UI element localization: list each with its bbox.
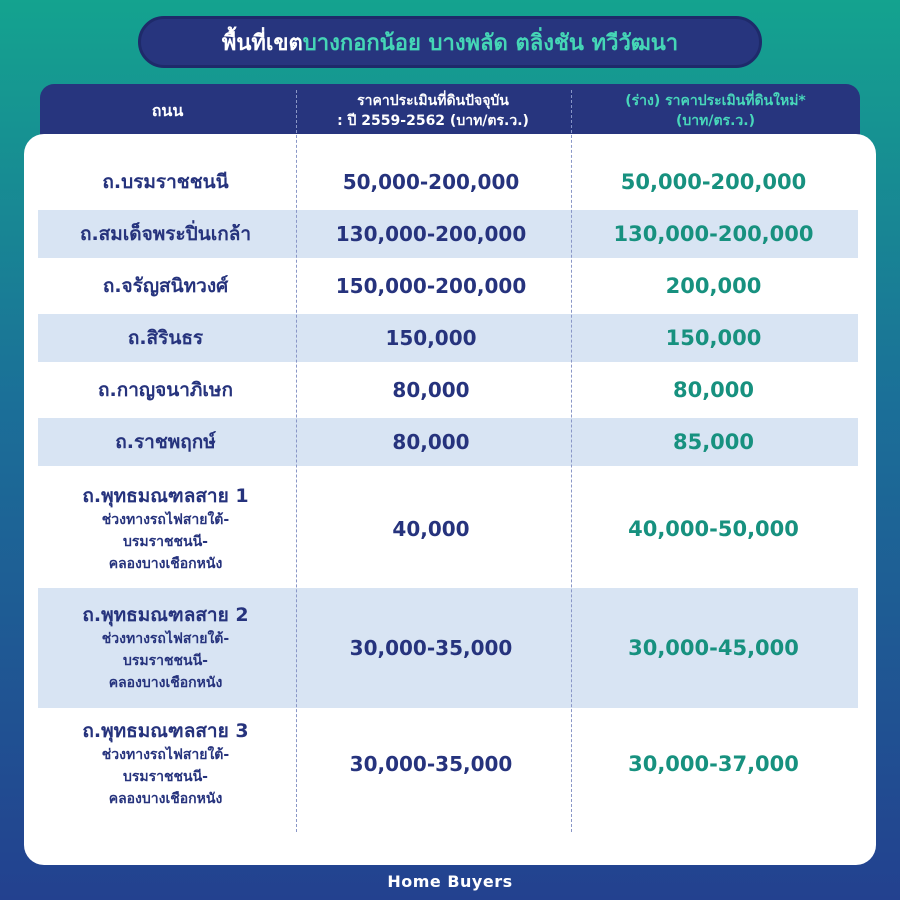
current-price: 40,000	[392, 517, 470, 541]
road-name: ถ.พุทธมณฑลสาย 2 ช่วงทางรถไฟสายใต้- บรมราชชนนี- คลองบางเชือกหนัง	[82, 604, 249, 691]
table-row	[38, 418, 858, 466]
current-price: 30,000-35,000	[349, 752, 513, 776]
new-price: 30,000-45,000	[628, 636, 799, 660]
road-name: ถ.สมเด็จพระปิ่นเกล้า	[79, 223, 252, 245]
title-districts: บางกอกน้อย บางพลัด ตลิ่งชัน ทวีวัฒนา	[302, 30, 679, 56]
current-price: 150,000	[385, 326, 477, 350]
current-price: 80,000	[392, 430, 470, 454]
new-price: 80,000	[672, 378, 755, 402]
new-price: 40,000-50,000	[628, 517, 799, 541]
table-row	[38, 714, 858, 814]
road-name: ถ.บรมราชชนนี	[102, 171, 229, 193]
header-road: ถนน	[151, 101, 184, 120]
road-name: ถ.จรัญสนิทวงศ์	[102, 275, 229, 297]
road-name: ถ.พุทธมณฑลสาย 3 ช่วงทางรถไฟสายใต้- บรมราชชนนี- คลองบางเชือกหนัง	[82, 720, 249, 807]
table-row	[38, 210, 858, 258]
current-price: 80,000	[392, 378, 470, 402]
table-row	[38, 474, 858, 584]
table-row	[38, 366, 858, 414]
new-price: 150,000	[665, 326, 762, 350]
current-price: 130,000-200,000	[335, 222, 527, 246]
road-name: ถ.กาญจนาภิเษก	[98, 379, 233, 401]
page-title	[138, 16, 762, 68]
table-row	[38, 158, 858, 206]
column-divider	[296, 90, 297, 832]
header-current-price: ราคาประเมินที่ดินปัจจุบัน : ปี 2559-2562 (บาท/ตร.ว.)	[337, 93, 529, 129]
table-row	[38, 588, 858, 708]
new-price: 50,000-200,000	[620, 170, 807, 194]
new-price: 200,000	[665, 274, 762, 298]
new-price: 30,000-37,000	[628, 752, 799, 776]
table-body	[24, 134, 876, 865]
new-price: 85,000	[672, 430, 755, 454]
table-row	[38, 262, 858, 310]
title-prefix: พื้นที่เขต	[221, 30, 303, 56]
table-row	[38, 314, 858, 362]
road-name: ถ.สิรินธร	[127, 327, 204, 349]
new-price: 130,000-200,000	[613, 222, 814, 246]
current-price: 150,000-200,000	[335, 274, 527, 298]
table-header	[40, 84, 860, 138]
brand-logo: Home Buyers	[387, 872, 513, 891]
road-name: ถ.พุทธมณฑลสาย 1 ช่วงทางรถไฟสายใต้- บรมราชชนนี- คลองบางเชือกหนัง	[82, 485, 249, 572]
road-name: ถ.ราชพฤกษ์	[115, 431, 216, 453]
current-price: 30,000-35,000	[349, 636, 513, 660]
current-price: 50,000-200,000	[342, 170, 520, 194]
header-new-price: (ร่าง) ราคาประเมินที่ดินใหม่* (บาท/ตร.ว.)	[625, 93, 806, 129]
column-divider	[571, 90, 572, 832]
